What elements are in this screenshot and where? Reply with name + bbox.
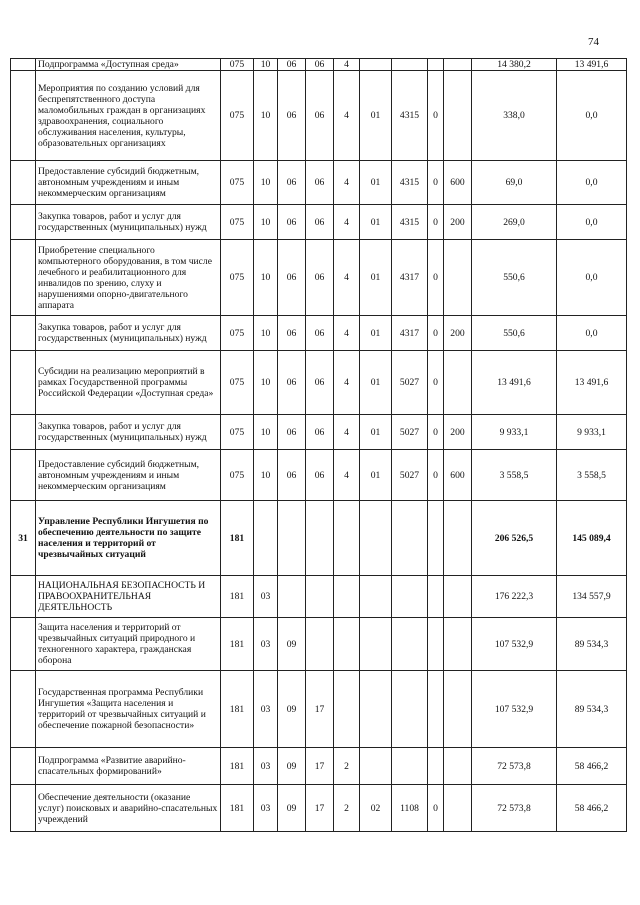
code-section: 10 [254, 205, 278, 240]
code-extra [428, 501, 444, 576]
code-extra [428, 671, 444, 748]
code-direction [392, 748, 428, 785]
code-main-event: 02 [360, 785, 392, 832]
code-subprogram: 4 [334, 240, 360, 316]
code-section: 03 [254, 576, 278, 618]
code-program: 06 [306, 240, 334, 316]
code-main-event [360, 748, 392, 785]
table-row [11, 450, 627, 501]
code-subsection: 09 [278, 671, 306, 748]
code-program: 06 [306, 59, 334, 71]
code-direction: 4317 [392, 316, 428, 351]
table-row [11, 316, 627, 351]
table-row [11, 671, 627, 748]
amount-year-2: 145 089,4 [557, 501, 627, 576]
code-program [306, 618, 334, 671]
code-subsection: 06 [278, 205, 306, 240]
code-expense-type [444, 240, 472, 316]
code-extra: 0 [428, 161, 444, 205]
code-subsection [278, 576, 306, 618]
code-direction [392, 501, 428, 576]
code-program: 06 [306, 161, 334, 205]
code-direction: 4315 [392, 161, 428, 205]
code-ministry: 075 [221, 415, 254, 450]
code-expense-type [444, 351, 472, 415]
code-expense-type: 200 [444, 415, 472, 450]
amount-year-1: 3 558,5 [472, 450, 557, 501]
table-row [11, 205, 627, 240]
code-subprogram: 4 [334, 161, 360, 205]
row-name: НАЦИОНАЛЬНАЯ БЕЗОПАСНОСТЬ И ПРАВООХРАНИТЕЛЬНАЯ ДЕЯТЕЛЬНОСТЬ [36, 576, 221, 618]
code-main-event: 01 [360, 161, 392, 205]
amount-year-1: 338,0 [472, 71, 557, 161]
code-section: 03 [254, 748, 278, 785]
amount-year-1: 69,0 [472, 161, 557, 205]
code-program: 17 [306, 785, 334, 832]
code-section: 03 [254, 671, 278, 748]
code-extra: 0 [428, 450, 444, 501]
table-row [11, 240, 627, 316]
row-number [11, 618, 36, 671]
code-expense-type: 600 [444, 450, 472, 501]
amount-year-1: 550,6 [472, 316, 557, 351]
table-row [11, 59, 627, 71]
amount-year-2: 58 466,2 [557, 748, 627, 785]
code-subsection: 06 [278, 351, 306, 415]
amount-year-2: 13 491,6 [557, 59, 627, 71]
code-direction: 5027 [392, 450, 428, 501]
code-expense-type [444, 748, 472, 785]
row-name: Управление Республики Ингушетия по обеспечению деятельности по защите населения и территорий от чрезвычайных ситуаций [36, 501, 221, 576]
code-subsection [278, 501, 306, 576]
code-direction [392, 59, 428, 71]
amount-year-1: 72 573,8 [472, 748, 557, 785]
code-subprogram: 4 [334, 59, 360, 71]
amount-year-1: 206 526,5 [472, 501, 557, 576]
row-number [11, 415, 36, 450]
code-ministry: 075 [221, 205, 254, 240]
code-extra: 0 [428, 316, 444, 351]
code-expense-type [444, 501, 472, 576]
code-program [306, 576, 334, 618]
code-program: 06 [306, 351, 334, 415]
code-main-event: 01 [360, 450, 392, 501]
row-number [11, 71, 36, 161]
code-subprogram: 2 [334, 748, 360, 785]
table-row [11, 351, 627, 415]
amount-year-2: 0,0 [557, 161, 627, 205]
amount-year-2: 89 534,3 [557, 618, 627, 671]
row-name: Субсидии на реализацию мероприятий в рамках Государственной программы Российской Федерации «Доступная среда» [36, 351, 221, 415]
code-section: 10 [254, 161, 278, 205]
code-direction: 4317 [392, 240, 428, 316]
code-subsection: 06 [278, 59, 306, 71]
code-subprogram: 4 [334, 450, 360, 501]
code-subprogram: 2 [334, 785, 360, 832]
code-section: 03 [254, 618, 278, 671]
code-ministry: 181 [221, 618, 254, 671]
code-subsection: 06 [278, 240, 306, 316]
code-subsection: 06 [278, 71, 306, 161]
table-row [11, 785, 627, 832]
amount-year-1: 13 491,6 [472, 351, 557, 415]
code-section: 10 [254, 415, 278, 450]
code-subprogram: 4 [334, 415, 360, 450]
code-expense-type [444, 618, 472, 671]
budget-table [10, 58, 627, 832]
code-direction: 4315 [392, 71, 428, 161]
row-number [11, 240, 36, 316]
row-number [11, 450, 36, 501]
code-section: 03 [254, 785, 278, 832]
code-subprogram: 4 [334, 351, 360, 415]
row-name: Государственная программа Республики Ингушетия «Защита населения и территорий от чрезвычайных ситуаций и обеспечение пожарной безопасности» [36, 671, 221, 748]
row-number [11, 748, 36, 785]
code-program: 17 [306, 671, 334, 748]
code-extra: 0 [428, 415, 444, 450]
code-subsection: 06 [278, 316, 306, 351]
row-number [11, 671, 36, 748]
row-number [11, 785, 36, 832]
code-direction [392, 671, 428, 748]
code-direction: 5027 [392, 351, 428, 415]
code-subsection: 06 [278, 161, 306, 205]
row-name: Защита населения и территорий от чрезвычайных ситуаций природного и техногенного характера, гражданская оборона [36, 618, 221, 671]
code-subsection: 09 [278, 785, 306, 832]
amount-year-1: 550,6 [472, 240, 557, 316]
code-subprogram: 4 [334, 71, 360, 161]
amount-year-2: 0,0 [557, 316, 627, 351]
code-ministry: 075 [221, 316, 254, 351]
row-name: Закупка товаров, работ и услуг для государственных (муниципальных) нужд [36, 205, 221, 240]
code-extra [428, 576, 444, 618]
code-extra: 0 [428, 785, 444, 832]
row-number [11, 351, 36, 415]
code-extra: 0 [428, 205, 444, 240]
row-name: Мероприятия по созданию условий для беспрепятственного доступа маломобильных граждан в организациях здравоохранения, социального обслуживания населения, культуры, образовательных организациях [36, 71, 221, 161]
code-section: 10 [254, 59, 278, 71]
code-main-event [360, 671, 392, 748]
code-expense-type: 200 [444, 316, 472, 351]
code-expense-type: 200 [444, 205, 472, 240]
code-main-event [360, 576, 392, 618]
code-main-event: 01 [360, 71, 392, 161]
code-expense-type: 600 [444, 161, 472, 205]
code-subsection: 09 [278, 618, 306, 671]
amount-year-2: 89 534,3 [557, 671, 627, 748]
code-direction: 5027 [392, 415, 428, 450]
code-subprogram: 4 [334, 205, 360, 240]
code-ministry: 181 [221, 785, 254, 832]
table-row [11, 748, 627, 785]
code-direction [392, 576, 428, 618]
code-subprogram [334, 671, 360, 748]
code-program: 06 [306, 415, 334, 450]
amount-year-1: 269,0 [472, 205, 557, 240]
code-ministry: 075 [221, 71, 254, 161]
code-main-event: 01 [360, 415, 392, 450]
code-expense-type [444, 671, 472, 748]
code-program: 06 [306, 205, 334, 240]
table-row [11, 415, 627, 450]
code-ministry: 181 [221, 671, 254, 748]
code-subprogram [334, 576, 360, 618]
row-name: Подпрограмма «Развитие аварийно-спасательных формирований» [36, 748, 221, 785]
row-name: Приобретение специального компьютерного оборудования, в том числе лечебного и реабилитационного для инвалидов по зрению, слуху и нарушениями опорно-двигательного аппарата [36, 240, 221, 316]
amount-year-1: 107 532,9 [472, 618, 557, 671]
page-number: 74 [588, 36, 599, 48]
code-program: 06 [306, 450, 334, 501]
code-subsection: 09 [278, 748, 306, 785]
row-name: Закупка товаров, работ и услуг для государственных (муниципальных) нужд [36, 415, 221, 450]
table-row [11, 501, 627, 576]
row-number [11, 59, 36, 71]
code-section: 10 [254, 71, 278, 161]
row-number [11, 205, 36, 240]
code-expense-type [444, 785, 472, 832]
code-expense-type [444, 59, 472, 71]
code-direction: 1108 [392, 785, 428, 832]
amount-year-2: 3 558,5 [557, 450, 627, 501]
code-main-event [360, 59, 392, 71]
code-main-event [360, 618, 392, 671]
code-main-event: 01 [360, 205, 392, 240]
amount-year-2: 58 466,2 [557, 785, 627, 832]
code-direction [392, 618, 428, 671]
row-name: Предоставление субсидий бюджетным, автономным учреждениям и иным некоммерческим организациям [36, 161, 221, 205]
table-row [11, 576, 627, 618]
row-number [11, 576, 36, 618]
code-ministry: 075 [221, 59, 254, 71]
code-ministry: 075 [221, 161, 254, 205]
code-subprogram [334, 618, 360, 671]
code-main-event: 01 [360, 351, 392, 415]
code-extra: 0 [428, 240, 444, 316]
code-section: 10 [254, 316, 278, 351]
amount-year-1: 72 573,8 [472, 785, 557, 832]
amount-year-1: 107 532,9 [472, 671, 557, 748]
amount-year-2: 9 933,1 [557, 415, 627, 450]
row-number [11, 161, 36, 205]
code-extra [428, 618, 444, 671]
amount-year-2: 0,0 [557, 240, 627, 316]
table-row [11, 161, 627, 205]
row-name: Предоставление субсидий бюджетным, автономным учреждениям и иным некоммерческим организациям [36, 450, 221, 501]
amount-year-2: 0,0 [557, 205, 627, 240]
amount-year-2: 13 491,6 [557, 351, 627, 415]
code-main-event: 01 [360, 240, 392, 316]
code-program: 17 [306, 748, 334, 785]
code-main-event [360, 501, 392, 576]
code-expense-type [444, 71, 472, 161]
code-program: 06 [306, 316, 334, 351]
code-subprogram [334, 501, 360, 576]
code-ministry: 075 [221, 351, 254, 415]
code-extra: 0 [428, 71, 444, 161]
row-number: 31 [11, 501, 36, 576]
amount-year-1: 9 933,1 [472, 415, 557, 450]
code-subsection: 06 [278, 450, 306, 501]
code-program [306, 501, 334, 576]
code-ministry: 181 [221, 576, 254, 618]
row-name: Подпрограмма «Доступная среда» [36, 59, 221, 71]
code-section: 10 [254, 240, 278, 316]
code-subsection: 06 [278, 415, 306, 450]
code-ministry: 181 [221, 748, 254, 785]
amount-year-2: 0,0 [557, 71, 627, 161]
code-program: 06 [306, 71, 334, 161]
amount-year-1: 176 222,3 [472, 576, 557, 618]
table-row [11, 618, 627, 671]
amount-year-1: 14 380,2 [472, 59, 557, 71]
code-extra [428, 748, 444, 785]
code-direction: 4315 [392, 205, 428, 240]
code-subprogram: 4 [334, 316, 360, 351]
row-number [11, 316, 36, 351]
code-section: 10 [254, 351, 278, 415]
code-section [254, 501, 278, 576]
code-extra [428, 59, 444, 71]
code-main-event: 01 [360, 316, 392, 351]
code-ministry: 181 [221, 501, 254, 576]
code-section: 10 [254, 450, 278, 501]
code-expense-type [444, 576, 472, 618]
amount-year-2: 134 557,9 [557, 576, 627, 618]
code-ministry: 075 [221, 240, 254, 316]
code-extra: 0 [428, 351, 444, 415]
row-name: Обеспечение деятельности (оказание услуг) поисковых и аварийно-спасательных учреждений [36, 785, 221, 832]
table-row [11, 71, 627, 161]
row-name: Закупка товаров, работ и услуг для государственных (муниципальных) нужд [36, 316, 221, 351]
code-ministry: 075 [221, 450, 254, 501]
